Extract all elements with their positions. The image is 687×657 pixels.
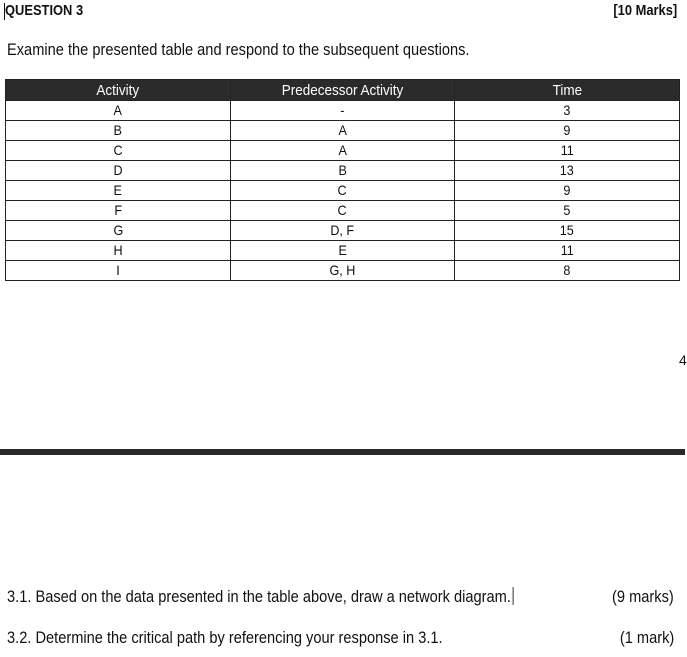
table-row [6,161,680,181]
subquestion-3-1-marks: (9 marks) [612,587,674,606]
time-cell: 5 [455,201,680,221]
header-time: Time [455,80,680,101]
predecessor-cell: E [231,241,455,261]
header-predecessor-activity: Predecessor Activity [231,80,455,101]
subquestion-3-1 [7,587,596,607]
predecessor-cell: C [231,181,455,201]
subquestion-3-2-marks: (1 mark) [619,628,674,647]
page-divider [0,449,685,455]
header-activity: Activity [6,80,231,101]
table-row [6,181,680,201]
activity-cell: D [6,161,231,181]
subquestion-3-2 [7,628,514,648]
time-cell: 9 [455,181,680,201]
question-total-marks: [10 Marks] [613,2,677,19]
time-cell: 13 [455,161,680,181]
activity-cell: H [6,241,231,261]
subquestion-3-1-text: 3.1. Based on the data presented in the table above, draw a network diagram. [7,587,511,606]
table-row [6,241,680,261]
predecessor-cell: D, F [231,221,455,241]
predecessor-cell: B [231,161,455,181]
question-title: QUESTION 3 [5,2,84,19]
activity-cell: A [6,101,231,121]
time-cell: 8 [455,261,680,281]
activity-cell: C [6,141,231,161]
table-row [6,101,680,121]
table-row [6,201,680,221]
page-number-fragment: 4 [679,352,687,368]
activity-table [5,79,680,281]
predecessor-cell: G, H [231,261,455,281]
activity-cell: F [6,201,231,221]
table-row [6,221,680,241]
subquestion-3-2-text: 3.2. Determine the critical path by referencing your response in 3.1. [7,628,443,647]
table-row [6,121,680,141]
activity-cell: B [6,121,231,141]
predecessor-cell: A [231,141,455,161]
table-row [6,141,680,161]
table-header-row [6,80,680,101]
predecessor-cell: A [231,121,455,141]
time-cell: 3 [455,101,680,121]
predecessor-cell: C [231,201,455,221]
time-cell: 15 [455,221,680,241]
question-instruction: Examine the presented table and respond to the subsequent questions. [7,40,470,59]
time-cell: 11 [455,141,680,161]
table-row [6,261,680,281]
predecessor-cell: - [231,101,455,121]
activity-cell: E [6,181,231,201]
time-cell: 11 [455,241,680,261]
activity-cell: G [6,221,231,241]
text-cursor [513,587,514,605]
time-cell: 9 [455,121,680,141]
activity-cell: I [6,261,231,281]
